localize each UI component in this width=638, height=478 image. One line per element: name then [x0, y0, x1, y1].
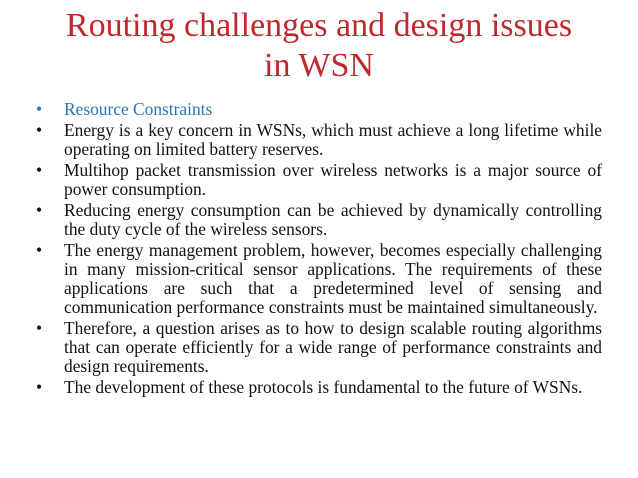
- bullet-icon: •: [36, 160, 43, 180]
- bullet-icon: •: [36, 99, 43, 119]
- bullet-icon: •: [36, 240, 43, 260]
- bullet-text: Energy is a key concern in WSNs, which must achieve a long lifetime while operating on limited battery reserves.: [64, 120, 602, 159]
- bullet-text: Resource Constraints: [64, 99, 213, 119]
- bullet-item-energy-concern: [36, 121, 602, 159]
- bullet-icon: •: [36, 120, 43, 140]
- slide-title-line-1: Routing challenges and design issues: [65, 7, 573, 44]
- bullet-item-resource-constraints: [36, 100, 602, 119]
- bullet-list: [36, 100, 602, 399]
- bullet-icon: •: [36, 318, 43, 338]
- bullet-icon: •: [36, 200, 43, 220]
- bullet-item-multihop: [36, 161, 602, 199]
- bullet-text: The development of these protocols is fundamental to the future of WSNs.: [64, 377, 583, 397]
- bullet-item-energy-management: [36, 241, 602, 317]
- bullet-text: Reducing energy consumption can be achieved by dynamically controlling the duty cycle of the wireless sensors.: [64, 200, 602, 239]
- bullet-text: Therefore, a question arises as to how to design scalable routing algorithms that can operate efficiently for a wide range of performance constraints and design requirements.: [64, 318, 602, 376]
- bullet-text: Multihop packet transmission over wireless networks is a major source of power consumption.: [64, 160, 602, 199]
- slide-title: [0, 6, 638, 86]
- bullet-text: The energy management problem, however, becomes especially challenging in many mission-critical sensor applications. The requirements of these applications are such that a predetermined level of sensing and communication performance constraints must be maintained simultaneously.: [64, 240, 602, 317]
- slide-title-line-2: in WSN: [264, 47, 374, 84]
- bullet-icon: •: [36, 377, 43, 397]
- bullet-item-protocol-development: [36, 378, 602, 397]
- bullet-item-duty-cycle: [36, 201, 602, 239]
- bullet-item-scalable-routing: [36, 319, 602, 376]
